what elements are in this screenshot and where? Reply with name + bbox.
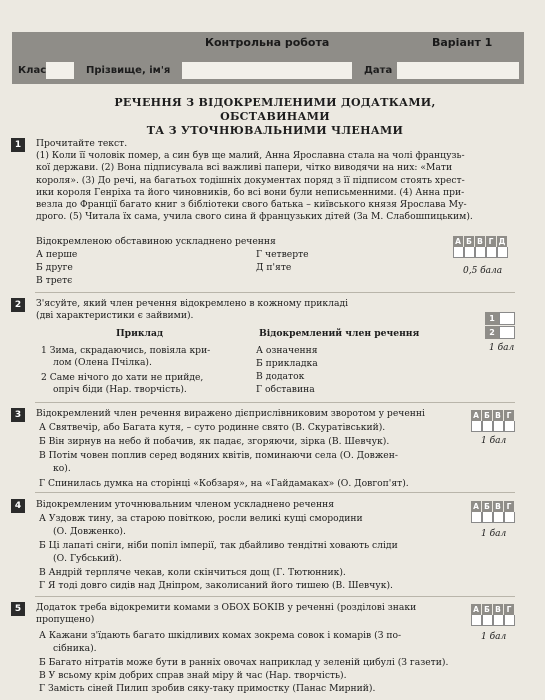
q1-option-b[interactable]: Б друге (36, 262, 73, 273)
answer-cell[interactable] (486, 247, 497, 258)
q4-option-a-cont: (О. Довженко). (53, 526, 126, 537)
header-band (12, 32, 524, 84)
grid-header: Г (504, 410, 515, 421)
q1-option-a[interactable]: А перше (36, 249, 78, 260)
q5-answer-grid (471, 604, 515, 626)
answer-cell[interactable] (504, 512, 515, 523)
q3-instruction: Відокремлений член речення виражено дієприслівниковим зворотом у реченні (36, 408, 425, 419)
name-field[interactable] (182, 62, 352, 79)
q1-text-line: везла до Франції багато книг з бібліотеки свого батька – київського князя Ярослава Му- (36, 199, 467, 211)
question-number: 5 (11, 602, 25, 616)
grid-header: Д (497, 236, 508, 247)
divider (35, 292, 515, 293)
q2-instruction-line: З'ясуйте, який член речення відокремлено в кожному прикладі (36, 298, 349, 309)
q2-example-1-line: лом (Олена Пчілка). (53, 357, 152, 368)
q2-answer-v[interactable]: В додаток (256, 371, 305, 382)
q5-option-a[interactable]: А Кажани з'їдають багато шкідливих комах зокрема совок і комарів (З по- (39, 630, 402, 641)
q5-option-b[interactable]: Б Багато нітратів може бути в ранніх овочах наприклад у зеленій цибулі (З газети). (39, 657, 449, 668)
q1-text-line: (1) Коли її чоловік помер, а син був ще малий, Анна Ярославна стала на чолі французь- (36, 150, 465, 162)
answer-cell[interactable] (482, 512, 493, 523)
q1-text-line: дрого. (5) Читала їх сама, учила свого сина й французьких дітей (За М. Слабошпицьким). (36, 211, 473, 223)
answer-cell[interactable] (471, 421, 482, 432)
answer-cell[interactable] (482, 421, 493, 432)
answer-cell[interactable] (471, 512, 482, 523)
q2-example-2-line: 2 Саме нічого до хати не прийде, (41, 372, 204, 383)
q3-option-b[interactable]: Б Він зирнув на небо й побачив, як падає, згоряючи, зірка (В. Шевчук). (39, 436, 390, 447)
q1-option-v[interactable]: В третє (36, 275, 73, 286)
q1-option-g[interactable]: Г четверте (256, 249, 309, 260)
grid-header: В (493, 501, 504, 512)
header-title: Контрольна робота (205, 36, 330, 49)
answer-cell[interactable] (475, 247, 486, 258)
grid-header: В (493, 410, 504, 421)
divider (35, 596, 515, 597)
q4-option-v[interactable]: В Андрій терпляче чекав, коли скінчиться дощ (Г. Тютюнник). (39, 567, 346, 578)
q4-option-a[interactable]: А Уздовж тину, за старою повіткою, росли великі кущі смородини (39, 513, 363, 524)
date-field[interactable] (397, 62, 519, 79)
answer-cell[interactable] (482, 615, 493, 626)
q3-option-g[interactable]: Г Спинилась думка на сторінці «Кобзаря», на «Гайдамаках» (О. Довгоп'ят). (39, 478, 409, 489)
date-label: Дата (364, 65, 393, 76)
q1-option-d[interactable]: Д п'яте (256, 262, 292, 273)
q2-match-grid (485, 312, 517, 340)
grid-header: В (493, 604, 504, 615)
q1-text-line: кої держави. (2) Вона підписувала всі важливі папери, чітко виводячи на них: «Мати (36, 162, 453, 174)
grid-header: Б (482, 501, 493, 512)
q2-answer-a[interactable]: А означення (256, 345, 318, 356)
q1-answer-grid (453, 236, 508, 258)
name-label: Прізвище, ім'я (86, 65, 171, 76)
grid-header: Б (482, 410, 493, 421)
grid-header: Г (486, 236, 497, 247)
q5-option-a-cont: сібника). (53, 643, 97, 654)
answer-cell[interactable] (504, 615, 515, 626)
row-number: 1 (485, 312, 499, 326)
grid-header: А (453, 236, 464, 247)
grid-header: Г (504, 501, 515, 512)
q3-option-v-cont: ко). (53, 463, 71, 474)
class-field[interactable] (46, 62, 74, 79)
match-cell[interactable] (499, 326, 515, 339)
row-number: 2 (485, 326, 499, 340)
q5-option-g[interactable]: Г Замість сіней Пилип зробив сяку-таку примостку (Панас Мирний). (39, 683, 376, 694)
q2-instruction-line: (дві характеристики є зайвими). (36, 310, 194, 322)
document-title (60, 96, 490, 138)
q4-instruction: Відокремленим уточнювальним членом ускладнено речення (36, 499, 335, 510)
q3-option-a[interactable]: А Святвечір, або Багата кутя, – суто родинне свято (В. Скуратівський). (39, 422, 386, 433)
grid-header: Г (504, 604, 515, 615)
answer-cell[interactable] (464, 247, 475, 258)
q3-score: 1 бал (481, 436, 507, 446)
q2-column-header-example: Приклад (116, 328, 164, 339)
class-label: Клас (18, 65, 47, 76)
q5-score: 1 бал (481, 632, 507, 642)
answer-cell[interactable] (493, 512, 504, 523)
question-number: 4 (11, 499, 25, 513)
q5-instruction-line: пропущено) (36, 614, 95, 625)
q2-score: 1 бал (489, 343, 515, 353)
q1-text-line: ики короля Генріха та його чиновників, бо всі вони були неписьменними. (4) Анна при- (36, 186, 465, 198)
q2-answer-g[interactable]: Г обставина (256, 384, 315, 395)
q3-answer-grid (471, 410, 515, 432)
header-variant: Варіант 1 (432, 36, 493, 49)
q1-text-line: короля». (3) До речі, на багатьох тодішніх документах поряд з її підписом стоять хрест- (36, 174, 465, 186)
question-number: 3 (11, 408, 25, 422)
match-cell[interactable] (499, 312, 515, 325)
q4-option-b[interactable]: Б Ці лапаті сніги, ніби попіл імперії, так дбайливо тендітні ховають сліди (39, 540, 398, 551)
q2-answer-b[interactable]: Б прикладка (256, 358, 318, 369)
grid-header: А (471, 501, 482, 512)
divider (35, 492, 515, 493)
grid-header: Б (464, 236, 475, 247)
question-number: 2 (11, 298, 25, 312)
grid-header: А (471, 410, 482, 421)
title-line-1: РЕЧЕННЯ З ВІДОКРЕМЛЕНИМИ ДОДАТКАМИ, ОБСТАВИНАМИ (114, 96, 436, 123)
q1-score: 0,5 бала (463, 266, 503, 276)
q2-example-2-line: опріч біди (Нар. творчість). (53, 384, 187, 395)
grid-header: Б (482, 604, 493, 615)
q1-instruction: Прочитайте текст. (36, 138, 128, 149)
q2-column-header-member: Відокремлений член речення (259, 328, 420, 339)
answer-cell[interactable] (493, 615, 504, 626)
q4-option-b-cont: (О. Губський). (53, 553, 122, 564)
answer-cell[interactable] (471, 615, 482, 626)
answer-cell[interactable] (453, 247, 464, 258)
grid-header: В (475, 236, 486, 247)
q1-question: Відокремленою обставиною ускладнено речення (36, 236, 276, 247)
q5-option-v[interactable]: В У всьому крім добрих справ знай міру й час (Нар. творчість). (39, 670, 347, 681)
question-number: 1 (11, 138, 25, 152)
answer-cell[interactable] (504, 421, 515, 432)
q5-instruction-line: Додаток треба відокремити комами з ОБОХ БОКІВ у реченні (розділові знаки (36, 602, 417, 613)
title-line-2: ТА З УТОЧНЮВАЛЬНИМИ ЧЛЕНАМИ (146, 124, 404, 137)
answer-cell[interactable] (497, 247, 508, 258)
answer-cell[interactable] (493, 421, 504, 432)
q3-option-v[interactable]: В Потім човен поплив серед водяних квітів, поминаючи села (О. Довжен- (39, 450, 398, 461)
q4-score: 1 бал (481, 529, 507, 539)
q4-option-g[interactable]: Г Я тоді довго сидів над Дніпром, заколисаний його тишею (В. Шевчук). (39, 580, 393, 591)
divider (35, 402, 515, 403)
q4-answer-grid (471, 501, 515, 523)
grid-header: А (471, 604, 482, 615)
q2-example-1-line: 1 Зима, скрадаючись, повіяла кри- (41, 345, 211, 356)
